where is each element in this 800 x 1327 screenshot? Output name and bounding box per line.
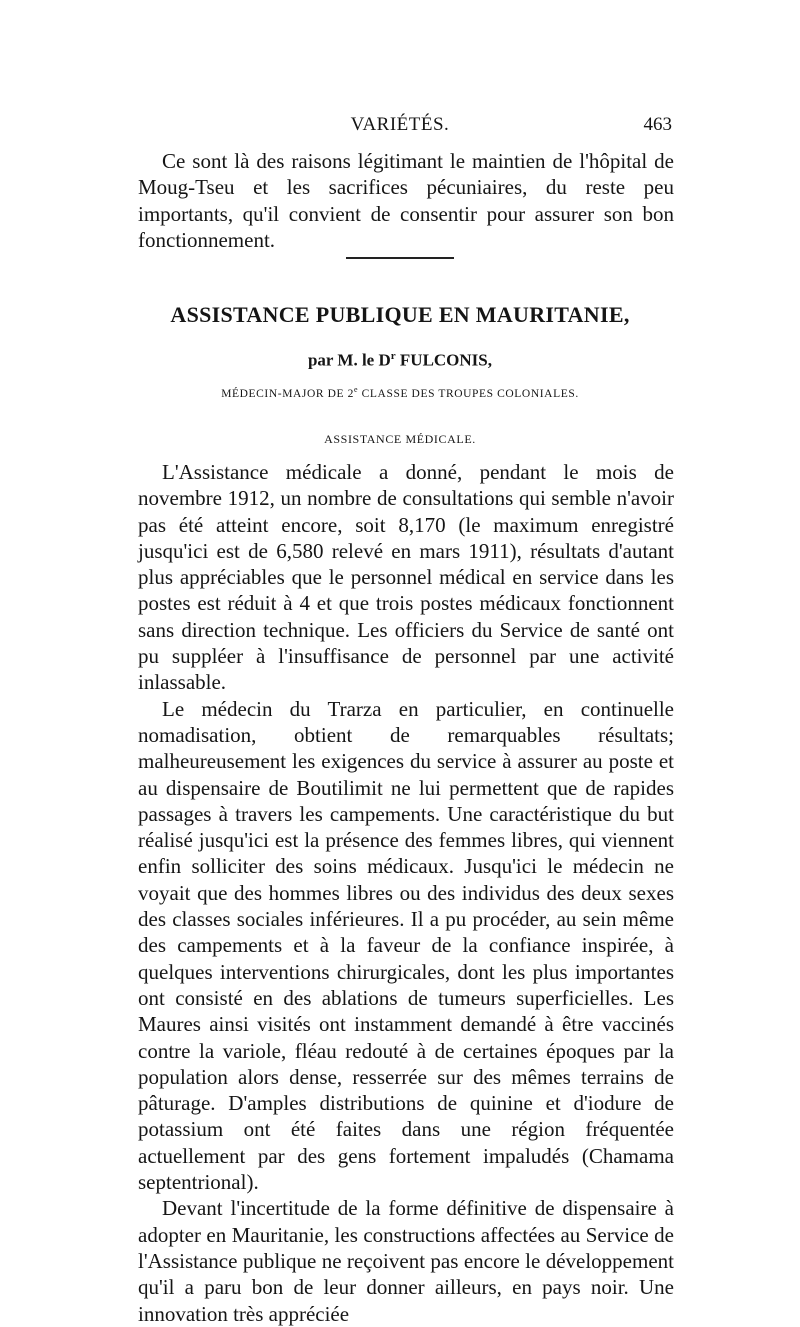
byline-superscript: r — [390, 350, 396, 362]
body-paragraph: Devant l'incertitude de la forme définitive de dispensaire à adopter en Mauritanie, les constructions affectées au Service de l'Assistance publique ne reçoivent pas encore le développement qu'il a paru bon de leur donner ailleurs, en pays noir. Une innovation très appréciée — [138, 1196, 674, 1326]
byline-author-name: FULCONIS, — [395, 350, 493, 370]
body-paragraph: L'Assistance médicale a donné, pendant le mois de novembre 1912, un nombre de consultations qui semble n'avoir pas été atteint encore, soit 8,170 (le maximum enregistré jusqu'ici est de 6,580 relevé en mars 1911), résultats d'autant plus appréciables que le personnel médical en service dans les postes est réduit à 4 et que trois postes médicaux fonctionnent sans direction technique. Les officiers du Service de santé ont pu suppléer à l'insuffisance de personnel par une activité inlassable. — [138, 460, 674, 695]
article-title: ASSISTANCE PUBLIQUE EN MAURITANIE, — [170, 302, 630, 327]
role-prefix: MÉDECIN-MAJOR DE 2 — [221, 387, 355, 400]
role-superscript: e — [354, 385, 359, 394]
author-role — [0, 385, 800, 400]
article-byline — [0, 350, 800, 371]
page-number: 463 — [643, 114, 672, 135]
role-suffix: CLASSE DES TROUPES COLONIALES. — [358, 387, 579, 400]
body-paragraph: Le médecin du Trarza en particulier, en continuelle nomadisation, obtient de remarquables résultats; malheureusement les exigences du service à assurer au poste et au dispensaire de Boutilimit ne lui permettent que de rapides passages à travers les campements. Une caractéristique du but réalisé jusqu'ici est la présence des femmes libres, qui viennent enfin solliciter des soins médicaux. Jusqu'ici le médecin ne voyait que des hommes libres ou des individus des deux sexes des classes sociales inférieures. Il a pu procéder, au sein même des campements et à la faveur de la confiance inspirée, à quelques interventions chirurgicales, dont les plus importantes ont consisté en des ablations de tumeurs superficielles. Les Maures ainsi visités ont instamment demandé à être vaccinés contre la variole, fléau redouté à de certaines époques par la population alors dense, resserrée sur des mêmes terrains de pâturage. D'amples distributions de quinine et d'iodure de potassium ont été faites dans une région fréquentée actuellement par des gens fortement impaludés (Chamama septentrional). — [138, 696, 674, 1195]
section-divider — [346, 257, 454, 259]
article-body — [138, 459, 674, 1327]
running-head — [0, 114, 800, 138]
section-heading: ASSISTANCE MÉDICALE. — [324, 432, 476, 446]
intro-paragraph: Ce sont là des raisons légitimant le maintien de l'hôpital de Moug-Tseu et les sacrifices pécuniaires, du reste peu importants, qu'il convient de consentir pour assurer son bon fonctionnement. — [138, 149, 674, 252]
running-head-title: VARIÉTÉS. — [350, 114, 450, 135]
byline-prefix: par M. le D — [307, 350, 391, 370]
intro-text-block — [138, 148, 674, 253]
